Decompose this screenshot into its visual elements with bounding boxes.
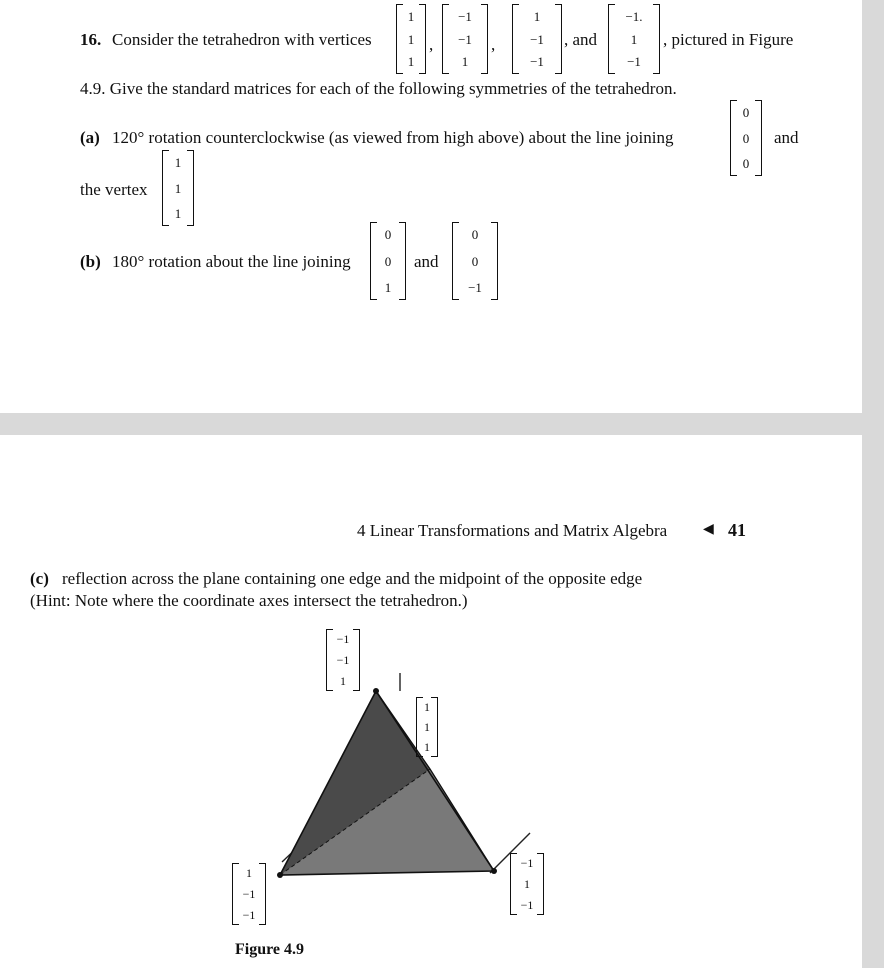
vector-entry: 1 [246,866,252,880]
vertex-vector-4 [608,4,660,74]
vertex-vector-1 [396,4,426,74]
part-c-text: reflection across the plane containing one edge and the midpoint of the opposite edge [62,569,643,588]
page-top [0,0,862,413]
vector-entry: 0 [742,156,750,171]
vector-entry: −1 [530,31,544,47]
vector-entry: 1 [407,31,415,47]
part-b-label: (b) [80,252,101,271]
vector-entry: 1 [340,674,346,688]
vector-entry: 0 [471,227,479,242]
vector-entry: 0 [471,253,479,269]
vector-entry: −1 [242,908,256,922]
part-a-label: (a) [80,128,100,147]
part-b-vector-1 [370,222,406,300]
vector-entry: 1 [461,54,469,69]
vector-entry: 1 [407,9,415,24]
vector-entry: −1 [458,31,472,47]
problem-number: 16. [80,30,102,49]
and-text: , and [564,30,598,49]
vertex-dot-right [491,868,497,874]
problem-tail: , pictured in Figure [663,30,794,49]
vector-entry: −1 [530,54,544,69]
running-header: 4 Linear Transformations and Matrix Algebra [357,521,668,540]
vector-entry: −1 [336,653,350,667]
vector-entry: −1 [242,887,256,901]
part-b-and: and [414,252,439,271]
vector-entry: 1 [424,720,430,734]
part-a-vector-origin [730,100,762,176]
vector-entry: −1 [336,632,350,646]
vector-entry: 1 [533,9,541,24]
vector-entry: −1 [468,280,482,295]
vector-entry: 0 [742,105,750,120]
vector-entry: −1. [625,9,643,24]
vector-entry: 1 [524,877,530,891]
figure-caption: Figure 4.9 [235,941,305,958]
vector-entry: 0 [384,253,392,269]
vector-entry: −1 [520,856,534,870]
vector-entry: 1 [424,700,430,714]
part-a-text: 120° rotation counterclockwise (as viewed from high above) about the line joining [112,128,674,147]
problem-line2: 4.9. Give the standard matrices for each of the following symmetries of the tetrahedron. [80,79,677,98]
figure-label-left-vertex [232,863,266,925]
vector-entry: 1 [630,31,638,47]
part-c-label: (c) [30,569,49,588]
figure-label-back-vertex [416,697,438,757]
vertex-dot-top [373,688,379,694]
vertex-vector-2 [442,4,488,74]
separator-comma: , [491,35,496,54]
part-a-and: and [774,128,799,147]
part-b-text: 180° rotation about the line joining [112,252,351,271]
vector-entry: 0 [384,227,392,242]
part-c-hint: (Hint: Note where the coordinate axes intersect the tetrahedron.) [30,591,468,610]
part-a-continuation: the vertex [80,180,148,199]
vector-entry: 0 [742,130,750,146]
part-a-vector-vertex [162,150,194,226]
vertex-dot-left [277,872,283,878]
vector-entry: 1 [174,155,182,170]
page-number: 41 [728,520,746,540]
vector-entry: 1 [174,180,182,196]
vector-entry: 1 [174,206,182,221]
vertex-vector-3 [512,4,562,74]
vector-entry: 1 [384,280,392,295]
problem-intro: Consider the tetrahedron with vertices [112,30,372,49]
separator-comma: , [429,35,434,54]
vector-entry: −1 [458,9,472,24]
vector-entry: −1 [520,898,534,912]
part-b-vector-2 [452,222,498,300]
figure-label-top-vertex [326,629,360,691]
vector-entry: 1 [424,740,430,754]
page-bottom [0,435,862,968]
figure-label-right-vertex [510,853,544,915]
header-marker-icon: ◀ [703,522,714,537]
vector-entry: −1 [627,54,641,69]
vector-entry: 1 [407,54,415,69]
